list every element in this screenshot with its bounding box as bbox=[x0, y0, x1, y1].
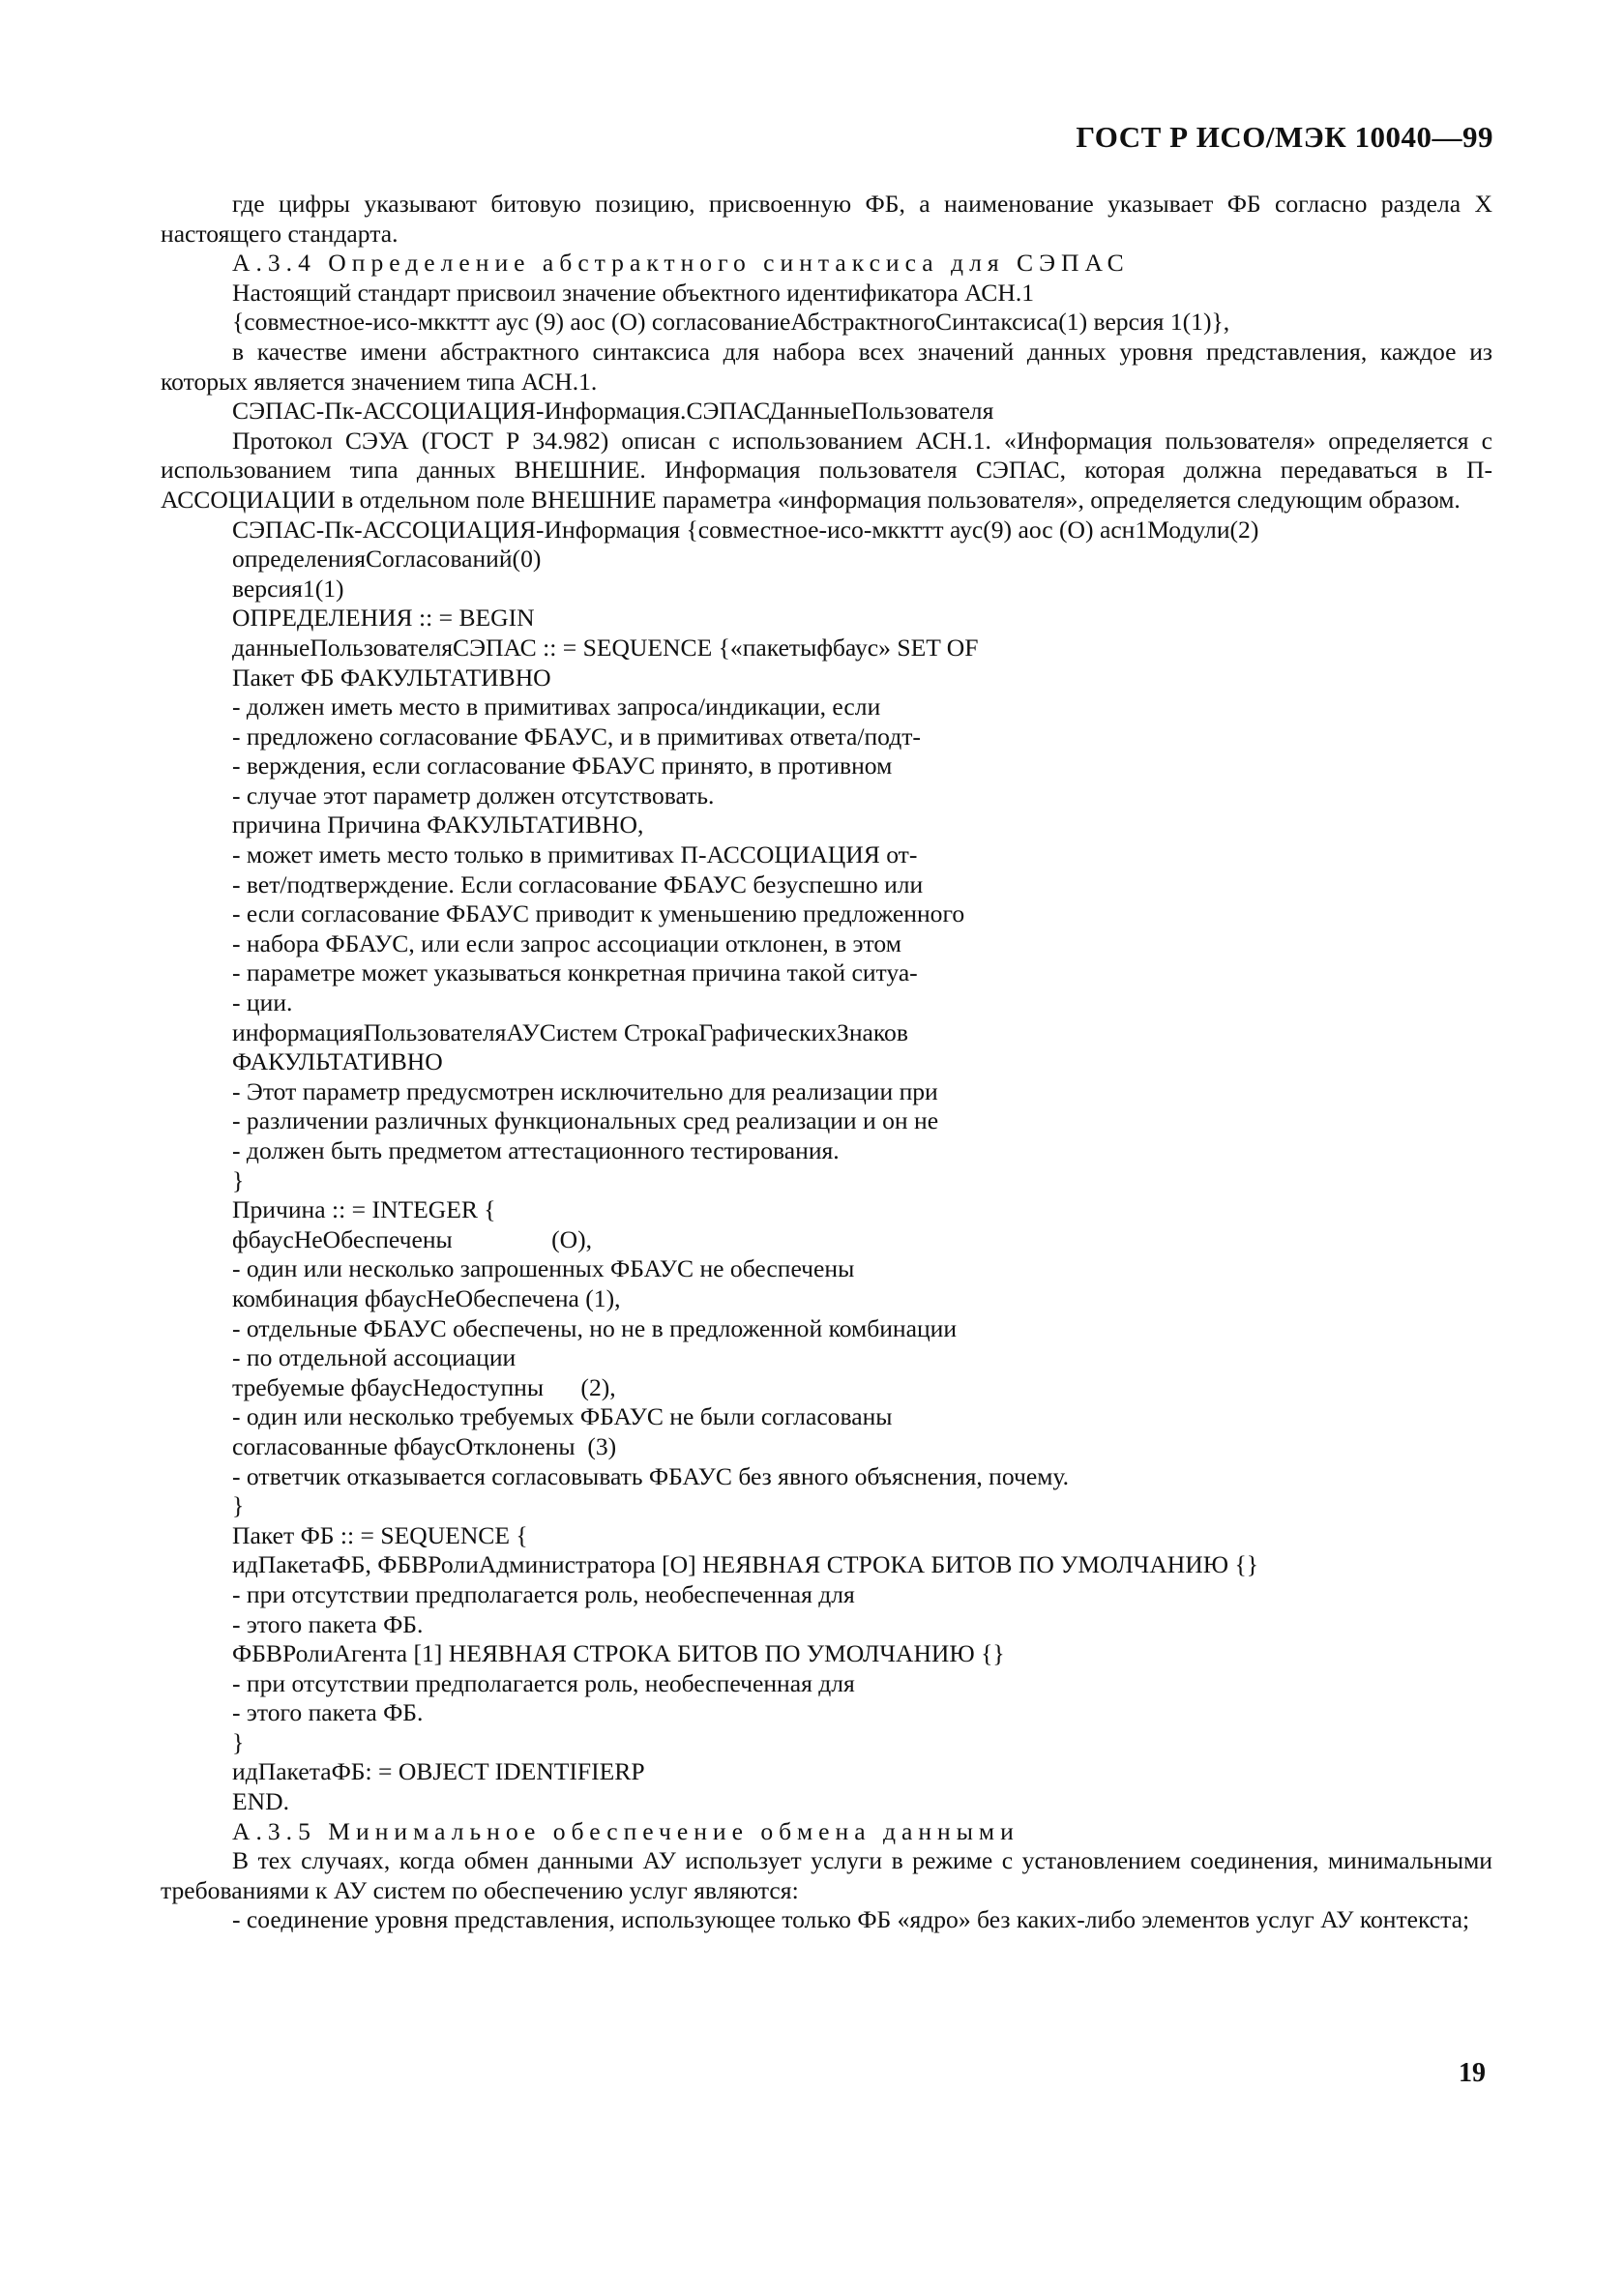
code-line: - различении различных функциональных сред реализации и он не bbox=[232, 1106, 939, 1135]
code-line: - ответчик отказывается согласовывать ФБАУС без явного объяснения, почему. bbox=[232, 1461, 1070, 1490]
code-line: СЭПАС-Пк-АССОЦИАЦИЯ-Информация {совместное-исо-мккттт аус(9) аос (О) асн1Модули(2) bbox=[232, 515, 1259, 544]
page-number: 19 bbox=[1459, 2058, 1486, 2088]
text-paragraph: Настоящий стандарт присвоил значение объектного идентификатора АСН.1 bbox=[232, 278, 1035, 307]
code-line: - может иметь место только в примитивах П-АССОЦИАЦИЯ от- bbox=[232, 840, 918, 869]
text-paragraph: - соединение уровня представления, использующее только ФБ «ядро» без каких-либо элементов услуг АУ контекста; bbox=[232, 1905, 1470, 1934]
text-paragraph: А.3.5 Минимальное обеспечение обмена данными bbox=[232, 1816, 1019, 1845]
code-line: информацияПользователяАУСистем СтрокаГрафическихЗнаков bbox=[232, 1017, 908, 1046]
code-line: - должен быть предметом аттестационного тестирования. bbox=[232, 1136, 840, 1164]
code-line: ОПРЕДЕЛЕНИЯ :: = BEGIN bbox=[232, 603, 535, 633]
code-line: - один или несколько запрошенных ФБАУС не обеспечены bbox=[232, 1254, 855, 1283]
code-line: - если согласование ФБАУС приводит к уменьшению предложенного bbox=[232, 899, 965, 928]
code-line: данныеПользователяСЭПАС :: = SEQUENCE {«пакетыфбаус» SET OF bbox=[232, 633, 979, 662]
code-line: Пакет ФБ ФАКУЛЬТАТИВНО bbox=[232, 662, 551, 692]
code-line: Пакет ФБ :: = SEQUENCE { bbox=[232, 1520, 528, 1549]
code-line: ФБВРолиАгента [1] НЕЯВНАЯ СТРОКА БИТОВ ПО УМОЛЧАНИЮ {} bbox=[232, 1639, 1005, 1668]
code-line: фбаусНеОбеспечены (О), bbox=[232, 1224, 593, 1253]
code-line: идПакетаФБ, ФБВРолиАдминистратора [О] НЕЯВНАЯ СТРОКА БИТОВ ПО УМОЛЧАНИЮ {} bbox=[232, 1550, 1259, 1579]
code-line: определенияСогласований(0) bbox=[232, 545, 542, 574]
code-line: причина Причина ФАКУЛЬТАТИВНО, bbox=[232, 810, 644, 839]
code-line: требуемые фбаусНедоступны (2), bbox=[232, 1372, 616, 1401]
code-line: - вет/подтверждение. Если согласование ФБАУС безуспешно или bbox=[232, 869, 924, 898]
code-line: } bbox=[232, 1491, 245, 1520]
code-line: - при отсутствии предполагается роль, необеспеченная для bbox=[232, 1579, 855, 1608]
code-line: } bbox=[232, 1727, 245, 1756]
code-line: - должен иметь место в примитивах запроса/индикации, если bbox=[232, 692, 881, 721]
code-line: идПакетаФБ: = OBJECT IDENTIFIERP bbox=[232, 1757, 645, 1786]
document-header: ГОСТ Р ИСО/МЭК 10040—99 bbox=[1076, 120, 1493, 154]
code-line: комбинация фбаусНеОбеспечена (1), bbox=[232, 1283, 621, 1312]
code-line: END. bbox=[232, 1787, 289, 1816]
code-line: - этого пакета ФБ. bbox=[232, 1609, 424, 1638]
code-line: - случае этот параметр должен отсутствовать. bbox=[232, 780, 715, 809]
code-line: - параметре может указываться конкретная причина такой ситуа- bbox=[232, 958, 918, 987]
code-line: - предложено согласование ФБАУС, и в примитивах ответа/подт- bbox=[232, 721, 921, 751]
text-paragraph: где цифры указывают битовую позицию, присвоенную ФБ, а наименование указывает ФБ согласно раздела X настоящего стандарта. bbox=[161, 190, 1492, 248]
text-paragraph: В тех случаях, когда обмен данными АУ использует услуги в режиме с установлением соединения, минимальными требованиями к АУ систем по обеспечению услуг являются: bbox=[161, 1846, 1492, 1904]
text-paragraph: в качестве имени абстрактного синтаксиса для набора всех значений данных уровня представления, каждое из которых является значением типа АСН.1. bbox=[161, 337, 1492, 396]
code-line: } bbox=[232, 1165, 245, 1194]
code-line: - при отсутствии предполагается роль, необеспеченная для bbox=[232, 1668, 855, 1697]
code-line: ФАКУЛЬТАТИВНО bbox=[232, 1047, 443, 1076]
code-line: версия1(1) bbox=[232, 574, 344, 603]
code-line: - один или несколько требуемых ФБАУС не были согласованы bbox=[232, 1402, 893, 1431]
code-line: - набора ФБАУС, или если запрос ассоциации отклонен, в этом bbox=[232, 928, 901, 957]
code-line: согласованные фбаусОтклонены (3) bbox=[232, 1431, 617, 1460]
text-paragraph: {совместное-исо-мккттт аус (9) аос (О) согласованиеАбстрактногоСинтаксиса(1) версия 1(1)}, bbox=[232, 308, 1230, 337]
document-body bbox=[161, 190, 1492, 1935]
code-line: Причина :: = INTEGER { bbox=[232, 1195, 496, 1224]
code-line: - Этот параметр предусмотрен исключительно для реализации при bbox=[232, 1076, 938, 1105]
code-line: - по отдельной ассоциации bbox=[232, 1343, 517, 1372]
code-line: - этого пакета ФБ. bbox=[232, 1698, 424, 1727]
text-paragraph: Протокол СЭУА (ГОСТ Р 34.982) описан с использованием АСН.1. «Информация пользователя» определяется с использованием типа данных ВНЕШНИЕ. Информация пользователя СЭПАС, которая должна передаваться в П-АССОЦИАЦИИ в отдельном поле ВНЕШНИЕ параметра «информация пользователя», определяется следующим образом. bbox=[161, 426, 1492, 514]
code-line: - ции. bbox=[232, 988, 293, 1017]
text-paragraph: СЭПАС-Пк-АССОЦИАЦИЯ-Информация.СЭПАСДанныеПользователя bbox=[232, 397, 994, 426]
code-line: - отдельные ФБАУС обеспечены, но не в предложенной комбинации bbox=[232, 1313, 958, 1342]
text-paragraph: А.3.4 Определение абстрактного синтаксиса для СЭПАС bbox=[232, 249, 1130, 278]
code-line: - верждения, если согласование ФБАУС принято, в противном bbox=[232, 751, 893, 780]
